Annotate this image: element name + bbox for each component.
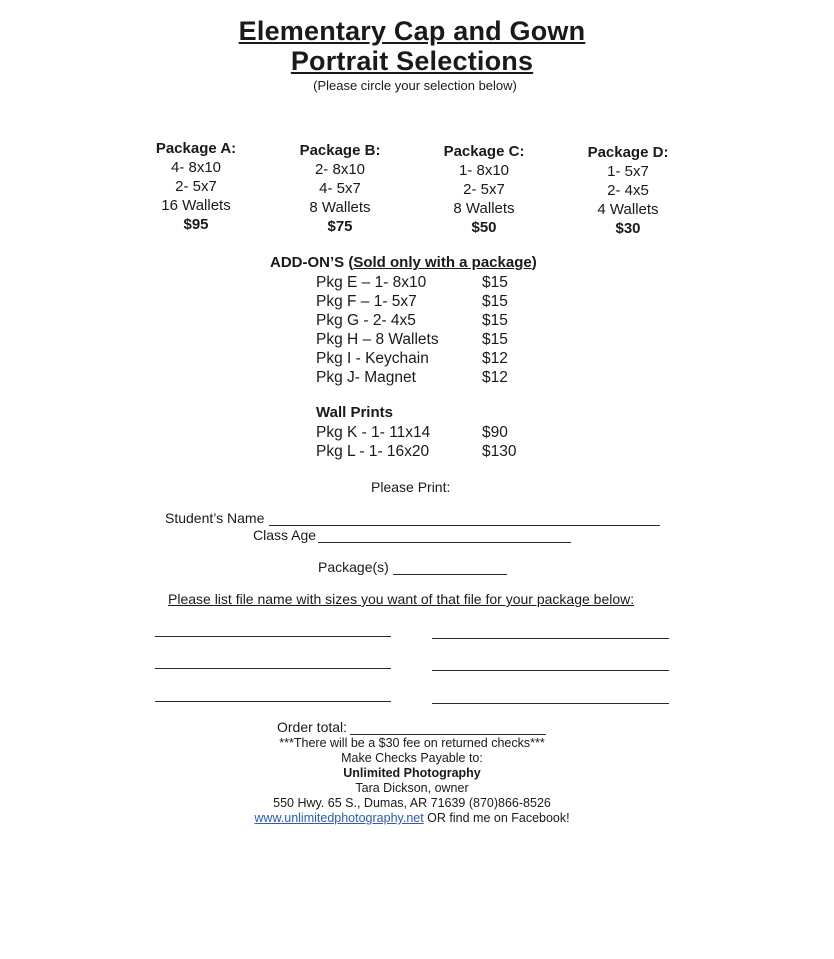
please-print-label: Please Print: <box>371 479 451 495</box>
page-subtitle-heading: Portrait Selections <box>290 46 534 76</box>
footer <box>0 736 824 826</box>
package-item: 1- 8x10 <box>458 162 510 179</box>
package-item: 8 Wallets <box>309 199 371 216</box>
addon-price: $12 <box>482 350 508 367</box>
addon-price: $15 <box>482 331 508 348</box>
addon-price: $15 <box>482 274 508 291</box>
page-title: Elementary Cap and Gown <box>238 16 586 46</box>
class-age-label: Class Age <box>253 527 317 543</box>
package-name: Package B: <box>299 142 381 159</box>
package-item: 1- 5x7 <box>607 163 649 180</box>
addons-heading-suffix: ) <box>531 254 537 271</box>
package-d[interactable] <box>558 143 698 238</box>
package-price: $95 <box>183 216 209 233</box>
file-entry-field[interactable] <box>432 638 669 639</box>
packages-field[interactable] <box>393 574 507 575</box>
package-item: 4- 5x7 <box>319 180 361 197</box>
package-item: 16 Wallets <box>161 197 231 214</box>
addons-heading-prefix: ADD-ON’S ( <box>270 254 354 271</box>
wall-print-item[interactable] <box>316 442 516 461</box>
file-entry-field[interactable] <box>155 668 391 669</box>
business-address: 550 Hwy. 65 S., Dumas, AR 71639 (870)866-8526 <box>273 796 551 810</box>
addons-heading <box>270 254 537 271</box>
wall-print-item[interactable] <box>316 423 516 442</box>
package-b[interactable] <box>270 141 410 236</box>
returned-check-fee: ***There will be a $30 fee on returned checks*** <box>279 736 545 750</box>
wall-print-name: Pkg K - 1- 11x14 <box>316 424 431 441</box>
addon-price: $12 <box>482 369 508 386</box>
package-c[interactable] <box>414 142 554 237</box>
package-price: $75 <box>327 218 353 235</box>
file-entry-field[interactable] <box>432 670 669 671</box>
instructions: (Please circle your selection below) <box>313 78 517 93</box>
addon-name: Pkg E – 1- 8x10 <box>316 274 427 291</box>
addon-price: $15 <box>482 312 508 329</box>
addon-name: Pkg G - 2- 4x5 <box>316 312 416 329</box>
package-name: Package A: <box>155 140 237 157</box>
website-link[interactable]: www.unlimitedphotography.net <box>254 811 424 825</box>
package-name: Package D: <box>587 144 669 161</box>
checks-payable: Make Checks Payable to: <box>341 751 483 765</box>
package-item: 2- 8x10 <box>314 161 366 178</box>
file-entry-field[interactable] <box>155 701 391 702</box>
file-entry-field[interactable] <box>432 703 669 704</box>
package-item: 4- 8x10 <box>170 159 222 176</box>
package-name: Package C: <box>443 143 525 160</box>
addon-item[interactable] <box>316 349 508 368</box>
package-price: $30 <box>615 220 641 237</box>
addon-item[interactable] <box>316 368 508 387</box>
package-price: $50 <box>471 219 497 236</box>
package-item: 2- 5x7 <box>463 181 505 198</box>
addon-item[interactable] <box>316 292 508 311</box>
package-item: 2- 5x7 <box>175 178 217 195</box>
addon-item[interactable] <box>316 330 508 349</box>
addon-item[interactable] <box>316 311 508 330</box>
file-instructions: Please list file name with sizes you want of that file for your package below: <box>168 591 635 607</box>
file-entry-field[interactable] <box>155 636 391 637</box>
wall-print-price: $130 <box>482 443 517 460</box>
package-item: 8 Wallets <box>453 200 515 217</box>
wall-prints-title: Wall Prints <box>316 404 393 421</box>
student-name-field[interactable] <box>269 525 660 526</box>
order-total-label: Order total: <box>277 719 348 735</box>
class-age-field[interactable] <box>318 542 571 543</box>
wall-print-name: Pkg L - 1- 16x20 <box>316 443 430 460</box>
order-total-field[interactable] <box>350 734 546 735</box>
package-item: 4 Wallets <box>597 201 659 218</box>
web-contact <box>0 811 824 826</box>
business-name: Unlimited Photography <box>343 766 481 780</box>
addons-heading-note: Sold only with a package <box>353 254 532 271</box>
addons-list <box>316 273 508 387</box>
package-a[interactable] <box>126 139 266 234</box>
addon-price: $15 <box>482 293 508 310</box>
facebook-note: OR find me on Facebook! <box>423 811 570 825</box>
addon-name: Pkg I - Keychain <box>316 350 429 367</box>
student-name-label: Student’s Name <box>165 510 265 526</box>
packages-label: Package(s) <box>318 559 389 575</box>
wall-print-price: $90 <box>482 424 508 441</box>
addon-name: Pkg J- Magnet <box>316 369 416 386</box>
addon-name: Pkg H – 8 Wallets <box>316 331 439 348</box>
package-item: 2- 4x5 <box>607 182 649 199</box>
wall-prints-list <box>316 423 516 461</box>
addon-name: Pkg F – 1- 5x7 <box>316 293 417 310</box>
owner-name: Tara Dickson, owner <box>355 781 469 795</box>
addon-item[interactable] <box>316 273 508 292</box>
